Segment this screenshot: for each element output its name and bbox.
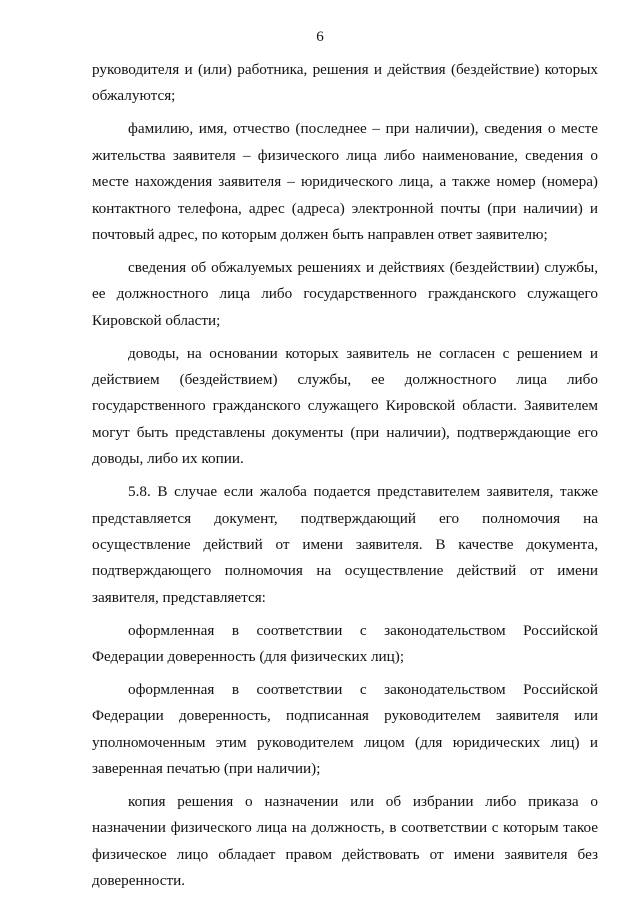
paragraph-section-5-8: 5.8. В случае если жалоба подается представителем заявителя, также представляется документ, подтверждающий его полномочия на осуществление действий от имени заявителя. В качестве документа, подтверждающего полномочия на осуществление действий от имени заявителя, представляется: xyxy=(92,483,598,606)
paragraph-applicant-name: фамилию, имя, отчество (последнее – при наличии), сведения о месте жительства заявителя – физического лица либо наименование, сведения о месте нахождения заявителя – юридического лица, а также номер (номера) контактного телефона, адрес (адреса) электронной почты (при наличии) и почтовый адрес, по которым должен быть направлен ответ заявителю; xyxy=(92,120,598,243)
paragraph-appointment-order-copy: копия решения о назначении или об избрании либо приказа о назначении физического лица на должность, в соответствии с которым такое физическое лицо обладает правом действовать от имени заявителя без доверенности. xyxy=(92,793,598,890)
paragraph-power-of-attorney-individuals: оформленная в соответствии с законодательством Российской Федерации доверенность (для физических лиц); xyxy=(92,621,598,666)
page-number: 6 xyxy=(316,29,324,45)
document-body xyxy=(92,57,598,895)
paragraph-continuation: руководителя и (или) работника, решения и действия (бездействие) которых обжалуются; xyxy=(92,61,598,105)
paragraph-arguments: доводы, на основании которых заявитель не согласен с решением и действием (бездействием) службы, ее должностного лица либо государственного гражданского служащего Кировской области. Заявителем могут быть представлены документы (при наличии), подтверждающие его доводы, либо их копии. xyxy=(92,344,598,468)
paragraph-appealed-decisions: сведения об обжалуемых решениях и действиях (бездействии) службы, ее должностного лица либо государственного гражданского служащего Кировской области; xyxy=(92,258,598,329)
paragraph-power-of-attorney-legal-entities: оформленная в соответствии с законодательством Российской Федерации доверенность, подписанная руководителем заявителя или уполномоченным этим руководителем лицом (для юридических лиц) и заверенная печатью (при наличии); xyxy=(92,680,598,778)
